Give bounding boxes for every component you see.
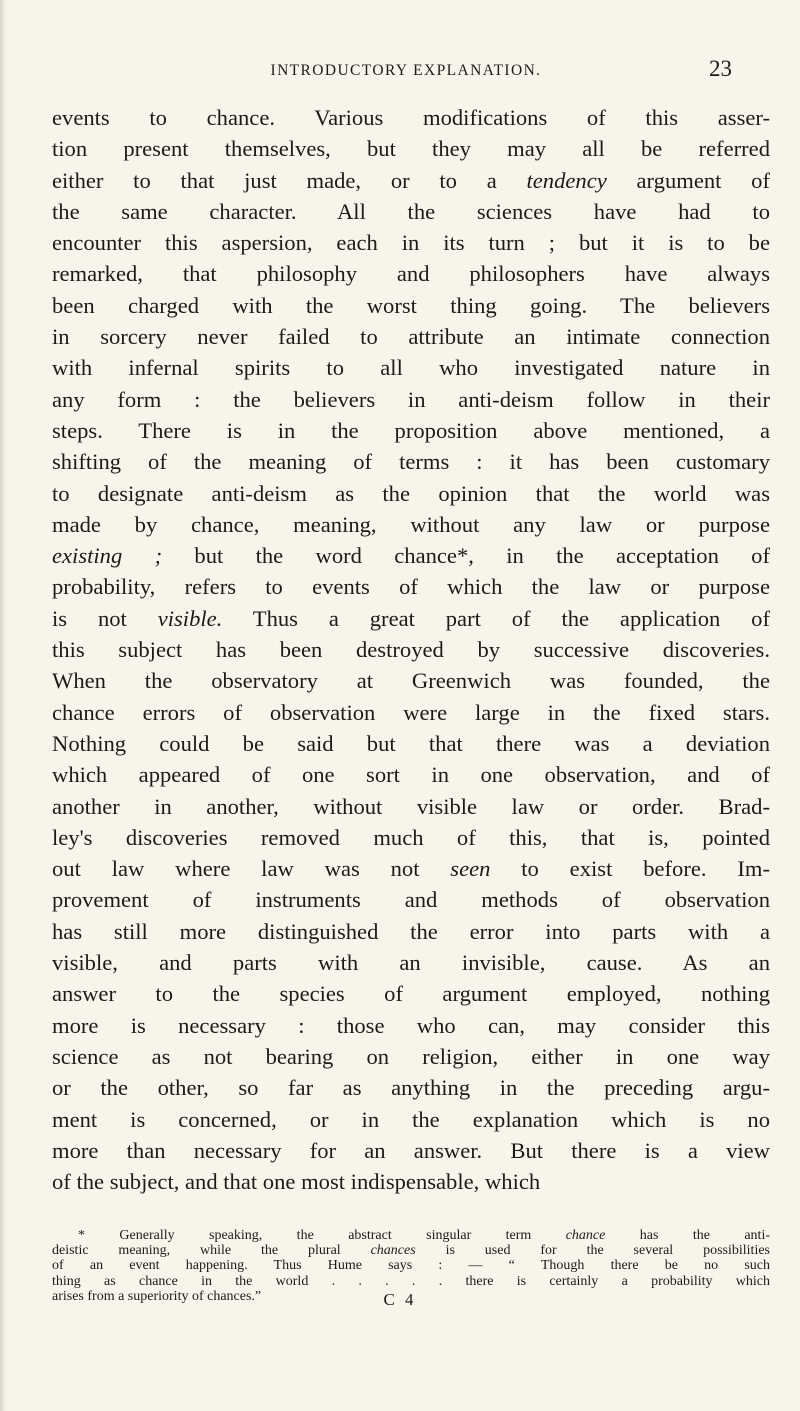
text-line [52,603,770,634]
text-run: which appeared of one sort in one observation, and of [52,762,770,788]
footnote-line [52,1243,770,1258]
text-run: of an event happening. Thus Hume says : — “ Though there be no such [52,1258,770,1274]
text-line [52,165,770,196]
text-run: * Generally speaking, the abstract singular term [78,1228,566,1243]
text-run: out law where law was not [52,856,451,882]
page-edge [0,0,6,1411]
text-line [52,884,770,915]
text-run: remarked, that philosophy and philosophers have always [52,261,770,287]
text-run: any form : the believers in anti-deism follow in their [52,386,770,412]
text-line [52,728,770,759]
text-line [52,478,770,509]
body-text [52,102,770,1197]
text-line [52,321,770,352]
text-line [52,853,770,884]
text-line [52,133,770,164]
text-run: Thus a great part of the application of [222,605,770,631]
text-run: answer to the species of argument employed, nothing [52,981,770,1007]
text-run: to exist before. Im- [490,856,770,882]
text-line [52,227,770,258]
text-run: steps. There is in the proposition above mentioned, a [52,417,770,443]
text-run: provement of instruments and methods of observation [52,887,770,913]
text-run: been charged with the worst thing going. The believers [52,292,770,318]
text-run: ley's discoveries removed much of this, that is, pointed [52,824,770,850]
text-run: deistic meaning, while the plural [52,1243,371,1259]
text-run: with infernal spirits to all who investigated nature in [52,355,770,381]
text-line [52,1135,770,1166]
page-number: 23 [709,56,732,81]
text-run: is not [52,605,158,631]
text-line [52,571,770,602]
italic-text: chance [565,1228,606,1243]
text-run: made by chance, meaning, without any law or purpose [52,511,770,537]
text-line [52,1166,770,1197]
text-run: this subject has been destroyed by successive discoveries. [52,637,770,663]
text-line [52,1010,770,1041]
text-run: the same character. All the sciences have had to [52,198,770,224]
text-line [52,290,770,321]
text-line [52,1041,770,1072]
text-line [52,196,770,227]
italic-text: visible. [157,605,223,631]
text-run: argument of [606,167,770,193]
text-run: has still more distinguished the error into parts with a [52,918,770,944]
text-line [52,384,770,415]
text-line [52,822,770,853]
text-line [52,102,770,133]
text-run: arises from a superiority of chances.” [52,1288,262,1304]
text-line [52,978,770,1009]
text-run: When the observatory at Greenwich was founded, the [52,668,770,694]
text-run: shifting of the meaning of terms : it has been customary [52,449,770,475]
text-run: encounter this aspersion, each in its turn ; but it is to be [52,230,770,256]
text-run: another in another, without visible law or order. Brad- [52,793,770,819]
text-run: has the anti- [605,1228,770,1243]
text-line [52,916,770,947]
footnote-line [52,1228,770,1243]
text-line [52,1072,770,1103]
text-line [52,509,770,540]
text-line [52,352,770,383]
running-head: INTRODUCTORY EXPLANATION. [270,62,542,79]
italic-text: existing ; [52,543,163,569]
italic-text: tendency [526,167,607,193]
signature-mark: C 4 [383,1290,417,1309]
text-line [52,540,770,571]
footnote-line [52,1258,770,1273]
text-run: chance errors of observation were large in the fixed stars. [52,699,770,725]
text-run: probability, refers to events of which the law or purpose [52,574,770,600]
page-header [52,56,760,90]
italic-text: seen [450,856,491,882]
text-run: either to that just made, or to a [52,167,527,193]
text-line [52,759,770,790]
text-line [52,634,770,665]
italic-text: chances [370,1243,416,1259]
text-line [52,446,770,477]
text-line [52,258,770,289]
text-run: more than necessary for an answer. But there is a view [52,1137,770,1163]
text-run: visible, and parts with an invisible, cause. As an [52,950,770,976]
text-line [52,947,770,978]
text-run: is used for the several possibilities [415,1243,770,1259]
text-line [52,665,770,696]
text-run: but the word chance*, in the acceptation of [162,543,770,569]
text-run: thing as chance in the world . . . . . there is certainly a probability which [52,1273,770,1289]
text-run: more is necessary : those who can, may consider this [52,1012,770,1038]
text-line [52,415,770,446]
text-run: tion present themselves, but they may all be referred [52,136,770,162]
text-run: ment is concerned, or in the explanation which is no [52,1106,770,1132]
text-line [52,1104,770,1135]
footnote-line [52,1274,770,1289]
text-run: science as not bearing on religion, either in one way [52,1043,770,1069]
text-run: of the subject, and that one most indispensable, which [52,1169,541,1195]
text-run: or the other, so far as anything in the preceding argu- [52,1075,770,1101]
text-run: in sorcery never failed to attribute an intimate connection [52,324,770,350]
text-run: to designate anti-deism as the opinion that the world was [52,480,770,506]
text-run: events to chance. Various modifications of this asser- [52,105,770,130]
text-line [52,697,770,728]
text-run: Nothing could be said but that there was a deviation [52,730,770,756]
text-line [52,791,770,822]
